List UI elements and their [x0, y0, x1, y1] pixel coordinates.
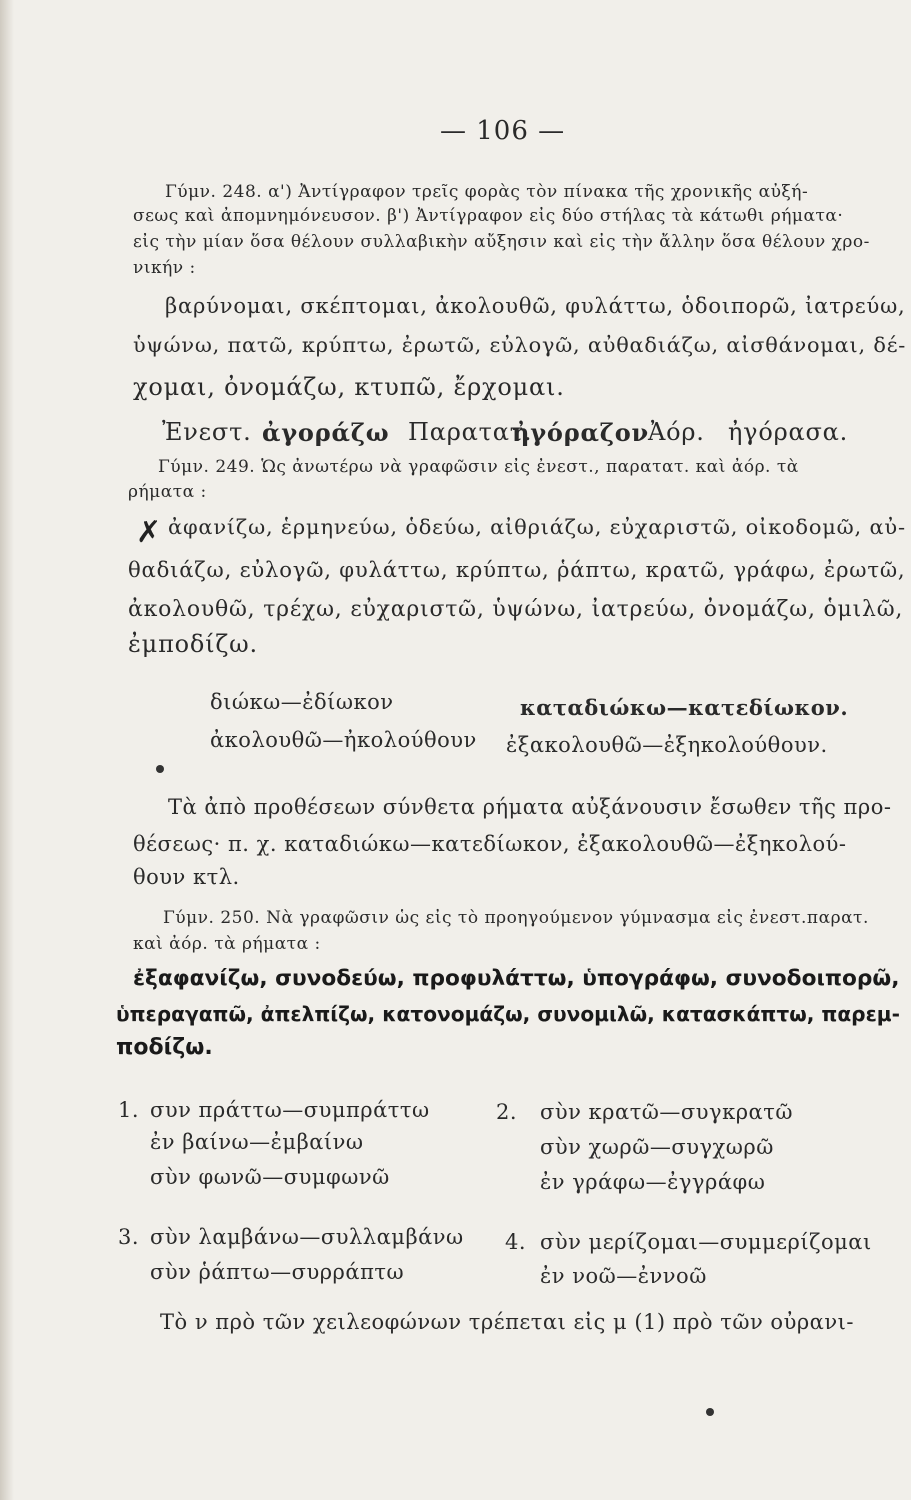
- assim-2-number: 2.: [496, 1100, 518, 1124]
- ex248-verbs-1: βαρύνομαι, σκέπτομαι, ἀκολουθῶ, φυλάττω, ὁδοιπορῶ, ἰατρεύω,: [165, 293, 906, 318]
- tense-aorist-value: ἠγόρασα.: [728, 418, 849, 446]
- ex249-line-1: Γύμν. 249. Ὡς ἀνωτέρω νὰ γραφῶσιν εἰς ἐνεστ., παρατατ. καὶ ἀόρ. τὰ: [158, 457, 799, 477]
- ex248-line-4: νικήν :: [133, 258, 196, 278]
- assim-4-item-1: σὺν μερίζομαι—συμμερίζομαι: [540, 1230, 872, 1254]
- tense-imperfect-value: ἠγόραζον: [512, 418, 650, 447]
- ex248-verbs-3: χομαι, ὀνομάζω, κτυπῶ, ἔρχομαι.: [133, 373, 565, 401]
- ex249-verbs-4: ἐμποδίζω.: [128, 630, 258, 658]
- assim-4-number: 4.: [505, 1230, 527, 1254]
- ex249-verbs-2: θαδιάζω, εὐλογῶ, φυλάττω, κρύπτω, ῥάπτω, κρατῶ, γράφω, ἐρωτῶ,: [128, 557, 906, 582]
- tense-present-label: Ἐνεστ.: [162, 418, 252, 446]
- page-edge-shadow: [0, 0, 14, 1500]
- assim-1-item-2: ἐν βαίνω—ἐμβαίνω: [150, 1130, 364, 1154]
- tense-aorist-label: Ἀόρ.: [648, 418, 705, 446]
- assim-3-item-1: σὺν λαμβάνω—συλλαμβάνω: [150, 1225, 464, 1249]
- ex248-line-1: Γύμν. 248. α') Ἀντίγραφον τρεῖς φορὰς τὸν πίνακα τῆς χρονικῆς αὐξή-: [165, 182, 809, 202]
- handwritten-x-mark: ✗: [136, 515, 162, 550]
- ex250-verbs-3: ποδίζω.: [116, 1035, 213, 1060]
- ex248-line-2: σεως καὶ ἀπομνημόνευσον. β') Ἀντίγραφον εἰς δύο στήλας τὰ κάτωθι ρήματα·: [133, 206, 844, 226]
- ink-dot: [156, 765, 164, 773]
- assim-1-number: 1.: [118, 1098, 140, 1122]
- example-1-left: διώκω—ἐδίωκον: [210, 690, 394, 714]
- assim-2-item-3: ἐν γράφω—ἐγγράφω: [540, 1170, 766, 1194]
- ex250-verbs-2: ὑπεραγαπῶ, ἀπελπίζω, κατονομάζω, συνομιλῶ, κατασκάπτω, παρεμ-: [116, 1002, 900, 1026]
- assim-1-item-3: σὺν φωνῶ—συμφωνῶ: [150, 1165, 390, 1189]
- ex250-line-1: Γύμν. 250. Νὰ γραφῶσιν ὡς εἰς τὸ προηγούμενον γύμνασμα εἰς ἐνεστ.παρατ.: [163, 908, 869, 928]
- assim-1-item-1: συν πράττω—συμπράττω: [150, 1098, 430, 1122]
- example-1-right: καταδιώκω—κατεδίωκον.: [520, 695, 849, 720]
- example-2-left: ἀκολουθῶ—ἠκολούθουν: [210, 728, 477, 752]
- ex249-verbs-1: ἀφανίζω, ἑρμηνεύω, ὁδεύω, αἰθριάζω, εὐχαριστῶ, οἰκοδομῶ, αὐ-: [168, 515, 906, 539]
- tense-imperfect-label: Παρατατ.: [408, 418, 533, 446]
- rule-line-3: θουν κτλ.: [133, 865, 240, 889]
- ex250-verbs-1: ἐξαφανίζω, συνοδεύω, προφυλάττω, ὑπογράφω, συνοδοιπορῶ,: [133, 966, 900, 991]
- assim-3-item-2: σὺν ῥάπτω—συρράπτω: [150, 1260, 405, 1284]
- ex249-verbs-3: ἀκολουθῶ, τρέχω, εὐχαριστῶ, ὑψώνω, ἰατρεύω, ὀνομάζω, ὁμιλῶ,: [128, 597, 904, 622]
- example-2-right: ἐξακολουθῶ—ἐξηκολούθουν.: [506, 733, 828, 757]
- ink-dot-bottom: [706, 1408, 714, 1416]
- ex250-line-2: καὶ ἀόρ. τὰ ρήματα :: [133, 934, 321, 954]
- page-number: — 106 —: [440, 116, 566, 146]
- assim-4-item-2: ἐν νοῶ—ἐννοῶ: [540, 1264, 707, 1288]
- footer-rule-line: Τὸ ν πρὸ τῶν χειλεοφώνων τρέπεται εἰς μ (1) πρὸ τῶν οὐρανι-: [160, 1310, 854, 1334]
- rule-line-1: Τὰ ἀπὸ προθέσεων σύνθετα ρήματα αὐξάνουσιν ἔσωθεν τῆς προ-: [168, 795, 892, 819]
- ex248-line-3: εἰς τὴν μίαν ὅσα θέλουν συλλαβικὴν αὔξησιν καὶ εἰς τὴν ἄλλην ὅσα θέλουν χρο-: [133, 232, 870, 252]
- assim-2-item-1: σὺν κρατῶ—συγκρατῶ: [540, 1100, 793, 1124]
- assim-3-number: 3.: [118, 1225, 140, 1249]
- ex249-line-2: ρήματα :: [128, 482, 207, 502]
- rule-line-2: θέσεως· π. χ. καταδιώκω—κατεδίωκον, ἐξακολουθῶ—ἐξηκολού-: [133, 832, 847, 856]
- assim-2-item-2: σὺν χωρῶ—συγχωρῶ: [540, 1135, 774, 1159]
- tense-present-value: ἀγοράζω: [262, 418, 390, 447]
- ex248-verbs-2: ὑψώνω, πατῶ, κρύπτω, ἐρωτῶ, εὐλογῶ, αὐθαδιάζω, αἰσθάνομαι, δέ-: [133, 333, 907, 357]
